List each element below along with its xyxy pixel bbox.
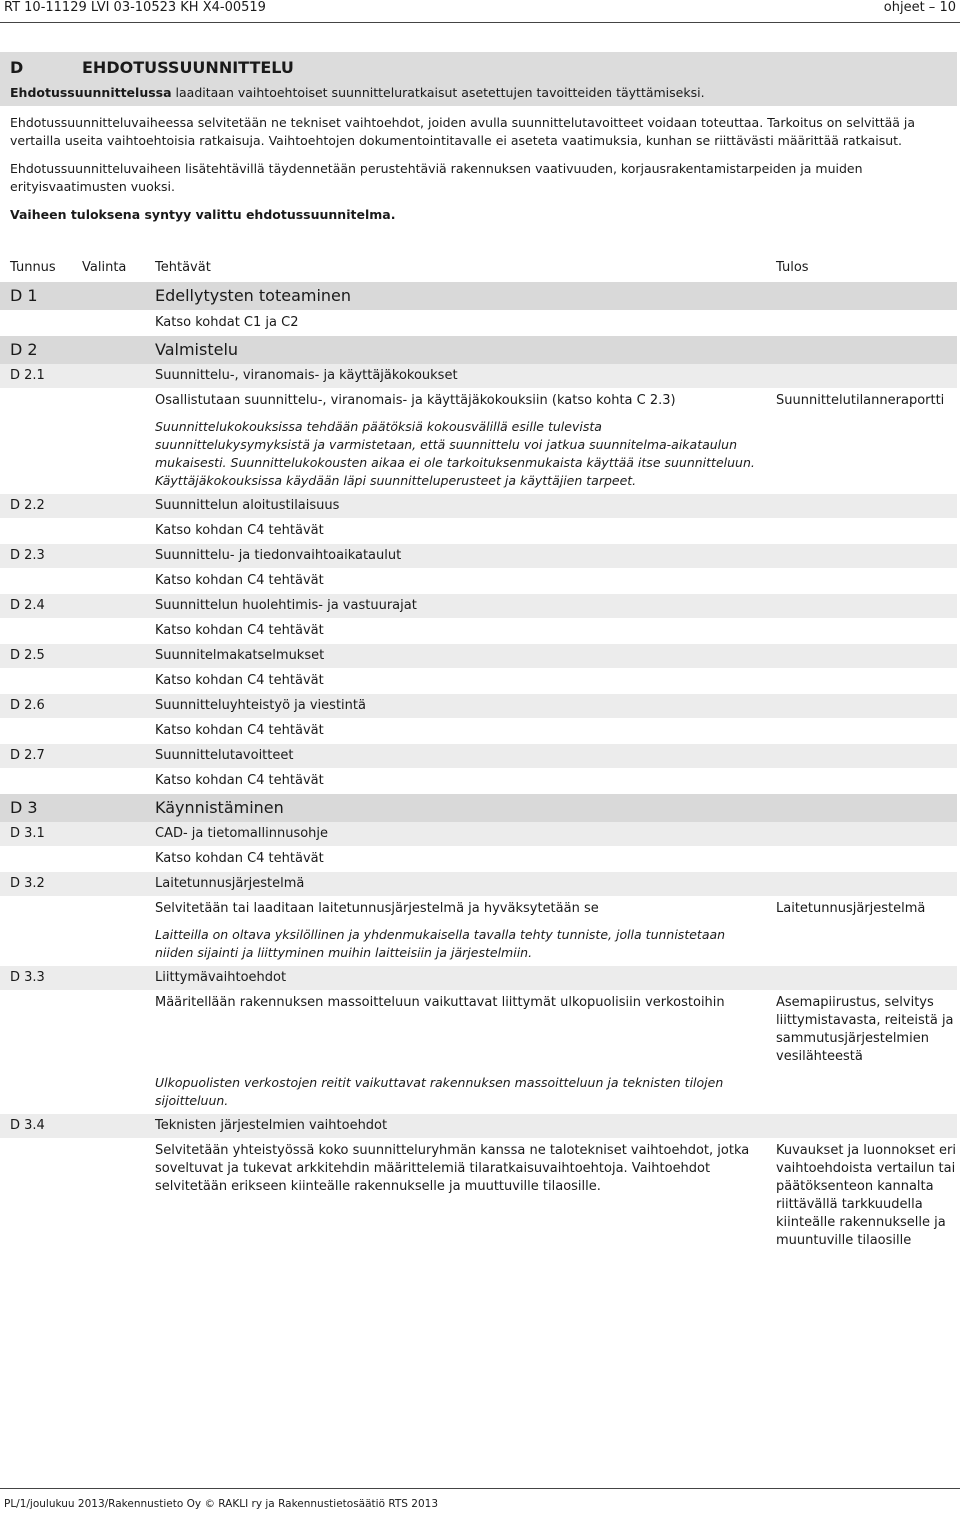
task-row	[0, 594, 957, 618]
task-detail-row	[0, 568, 957, 594]
row-task: Katso kohdan C4 tehtävät	[155, 573, 324, 588]
col-tunnus: Tunnus	[10, 260, 56, 275]
row-result: Asemapiirustus, selvitys liittymistavasta, reiteistä ja sammutusjärjestelmien vesilähteestä	[776, 995, 954, 1064]
task-row	[0, 966, 957, 990]
row-task: Suunnitelmakatselmukset	[155, 648, 325, 663]
row-code: D 2.1	[10, 368, 45, 383]
task-row	[0, 544, 957, 568]
task-group-row	[0, 282, 957, 310]
task-row	[0, 1114, 957, 1138]
intro-paragraph-3: Vaiheen tuloksena syntyy valittu ehdotussuunnitelma.	[10, 207, 396, 222]
row-result: Suunnittelutilanneraportti	[776, 393, 945, 408]
row-result: Laitetunnusjärjestelmä	[776, 901, 926, 916]
task-detail-row	[0, 310, 957, 336]
task-row	[0, 494, 957, 518]
definition-text: laaditaan vaihtoehtoiset suunnitteluratkaisut asetettujen tavoitteiden täyttämiseksi.	[171, 85, 705, 100]
task-detail-row	[0, 1070, 957, 1114]
row-task: Katso kohdan C4 tehtävät	[155, 623, 324, 638]
row-code: D 2.7	[10, 748, 45, 763]
task-detail-row	[0, 518, 957, 544]
row-code: D 2.5	[10, 648, 45, 663]
task-row	[0, 364, 957, 388]
task-detail-row	[0, 768, 957, 794]
row-code: D 3	[10, 798, 38, 817]
row-task: Katso kohdan C4 tehtävät	[155, 523, 324, 538]
row-task: Katso kohdan C4 tehtävät	[155, 773, 324, 788]
row-task: Valmistelu	[155, 340, 239, 359]
row-result: Kuvaukset ja luonnokset eri vaihtoehdoista vertailun tai päätöksenteon kannalta riittävällä tarkkuudella kiinteälle rakennukselle ja muuntuville tilaosille	[776, 1143, 956, 1248]
row-task: Käynnistäminen	[155, 798, 284, 817]
row-task: Laitetunnusjärjestelmä	[155, 876, 305, 891]
definition-term: Ehdotussuunnittelussa	[10, 85, 172, 100]
row-task: Liittymävaihtoehdot	[155, 970, 287, 985]
task-table	[0, 282, 957, 1248]
intro-paragraph-2: Ehdotussuunnitteluvaiheen lisätehtävillä täydennetään perustehtäviä rakennuksen vaativuuden, korjausrakentamistarpeiden ja muiden erityisvaatimusten vuoksi.	[10, 161, 863, 194]
row-task: Ulkopuolisten verkostojen reitit vaikuttavat rakennuksen massoitteluun ja teknisten tilojen sijoitteluun.	[155, 1075, 724, 1108]
row-task: Osallistutaan suunnittelu-, viranomais- ja käyttäjäkokouksiin (katso kohta C 2.3)	[155, 393, 676, 408]
page-number: ohjeet – 10	[883, 0, 956, 15]
row-code: D 3.1	[10, 826, 45, 841]
task-detail-row	[0, 990, 957, 1070]
row-task: Suunnitteluyhteistyö ja viestintä	[155, 698, 366, 713]
page-footer: PL/1/joulukuu 2013/Rakennustieto Oy © RAKLI ry ja Rakennustietosäätiö RTS 2013	[4, 1498, 439, 1510]
row-task: Määritellään rakennuksen massoitteluun vaikuttavat liittymät ulkopuolisiin verkostoihin	[155, 995, 725, 1010]
row-task: Katso kohdat C1 ja C2	[155, 315, 299, 330]
task-row	[0, 744, 957, 768]
footer-divider	[0, 1488, 960, 1489]
row-code: D 2	[10, 340, 38, 359]
task-detail-row	[0, 668, 957, 694]
row-task: CAD- ja tietomallinnusohje	[155, 826, 329, 841]
row-task: Suunnittelu- ja tiedonvaihtoaikataulut	[155, 548, 402, 563]
task-group-row	[0, 336, 957, 364]
row-code: D 2.6	[10, 698, 45, 713]
row-task: Laitteilla on oltava yksilöllinen ja yhdenmukaisella tavalla tehty tunniste, jolla tunnistetaan niiden sijainti ja liittyminen muihin laitteisiin ja järjestelmiin.	[155, 927, 726, 960]
row-code: D 1	[10, 286, 38, 305]
row-task: Edellytysten toteaminen	[155, 286, 352, 305]
task-detail-row	[0, 922, 957, 966]
row-task: Suunnittelun aloitustilaisuus	[155, 498, 340, 513]
row-task: Selvitetään tai laaditaan laitetunnusjärjestelmä ja hyväksytetään se	[155, 901, 599, 916]
col-tulos: Tulos	[776, 260, 809, 275]
section-intro	[0, 52, 957, 224]
col-valinta: Valinta	[82, 260, 127, 275]
task-detail-row	[0, 388, 957, 414]
page-header	[0, 0, 960, 20]
row-task: Suunnittelukokouksissa tehdään päätöksiä kokousvälillä esille tulevista suunnittelukysymyksistä ja varmistetaan, että suunnittelu voi jatkua suunnitelma-aikataulun mukaisesti. Suunnittelukokousten aikaa ei ole tarkoituksenmukaista käyttää itse suunnitteluun. Käyttäjäkokouksissa käydään läpi suunnitteluperusteet ja käyttäjien tarpeet.	[155, 419, 755, 488]
section-definition	[0, 82, 957, 106]
row-task: Suunnittelutavoitteet	[155, 748, 294, 763]
row-task: Katso kohdan C4 tehtävät	[155, 851, 324, 866]
row-task: Suunnittelun huolehtimis- ja vastuurajat	[155, 598, 417, 613]
task-row	[0, 644, 957, 668]
task-row	[0, 872, 957, 896]
task-detail-row	[0, 846, 957, 872]
task-row	[0, 822, 957, 846]
task-detail-row	[0, 1138, 957, 1248]
intro-paragraph-1: Ehdotussuunnitteluvaiheessa selvitetään ne tekniset vaihtoehdot, joiden avulla suunnittelutavoitteet voidaan toteuttaa. Tarkoitus on selvittää ja vertailla useita vaihtoehtoisia ratkaisuja. Vaihtoehtojen dokumentointitavalle ei aseteta vaatimuksia, kunhan se riittävästi määrittää ratkaisut.	[10, 115, 916, 148]
section-title: EHDOTUSSUUNNITTELU	[82, 58, 294, 77]
row-task: Suunnittelu-, viranomais- ja käyttäjäkokoukset	[155, 368, 458, 383]
row-task: Selvitetään yhteistyössä koko suunnitteluryhmän kanssa ne talotekniset vaihtoehdot, jotka soveltuvat ja tukevat arkkitehdin määrittelemiä tilaratkaisuvaihtoehtoja. Vaihtoehdot selvitetään erikseen kiinteälle rakennukselle ja muuttuville tilaosille.	[155, 1143, 750, 1194]
row-task: Teknisten järjestelmien vaihtoehdot	[155, 1118, 388, 1133]
section-heading	[0, 52, 957, 82]
task-detail-row	[0, 414, 957, 494]
row-code: D 3.2	[10, 876, 45, 891]
row-code: D 2.2	[10, 498, 45, 513]
row-code: D 3.4	[10, 1118, 45, 1133]
row-code: D 2.4	[10, 598, 45, 613]
row-task: Katso kohdan C4 tehtävät	[155, 723, 324, 738]
doc-codes: RT 10-11129 LVI 03-10523 KH X4-00519	[4, 0, 266, 15]
section-code: D	[10, 58, 24, 77]
task-detail-row	[0, 896, 957, 922]
header-divider	[0, 22, 960, 23]
row-code: D 2.3	[10, 548, 45, 563]
task-detail-row	[0, 718, 957, 744]
row-code: D 3.3	[10, 970, 45, 985]
task-row	[0, 694, 957, 718]
task-detail-row	[0, 618, 957, 644]
col-tehtavat: Tehtävät	[155, 260, 211, 275]
task-group-row	[0, 794, 957, 822]
row-task: Katso kohdan C4 tehtävät	[155, 673, 324, 688]
